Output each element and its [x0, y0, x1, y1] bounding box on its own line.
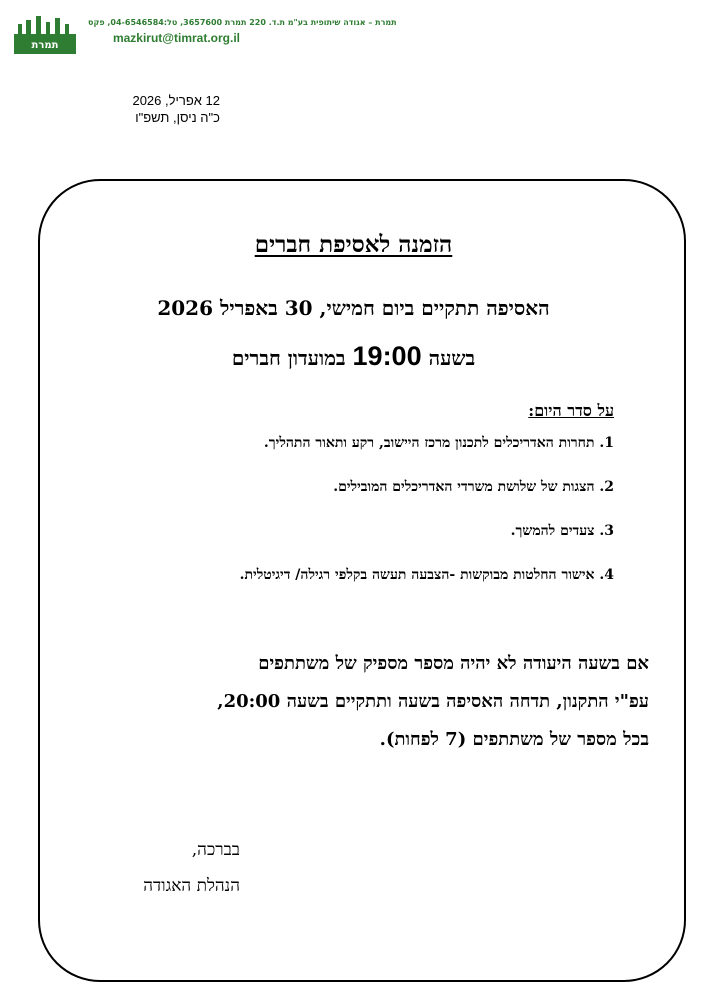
- agenda-item: 3. צעדים להמשך.: [510, 523, 614, 539]
- agenda-list: [74, 433, 614, 609]
- agenda-item: 4. אישור החלטות מבוקשות -הצבעה תעשה בקלפי רגילה/ דיגיטלית.: [239, 567, 614, 583]
- agenda-item: 1. תחרות האדריכלים לתכנון מרכז היישוב, רקע ותאור התהליך.: [263, 435, 614, 451]
- meeting-date-line: האסיפה תתקיים ביום חמישי, 30 באפריל 2026: [157, 296, 550, 320]
- date-block: [20, 92, 220, 126]
- time-prefix: בשעה: [428, 346, 476, 370]
- hebrew-date: כ"ה ניסן, תשפ"ו: [135, 110, 220, 125]
- notice-line: בכל מספר של משתתפים (7 לפחות).: [379, 729, 649, 750]
- gregorian-date: 12 אפריל, 2026: [132, 93, 220, 108]
- greeting: בברכה,: [191, 840, 240, 860]
- timrat-logo: [14, 14, 76, 54]
- meeting-time: 19:00: [352, 341, 422, 371]
- logo-text: תמרת: [31, 40, 59, 51]
- email-address: mazkirut@timrat.org.il: [112, 31, 240, 45]
- signature-block: [60, 832, 240, 904]
- notice-line: עפ"י התקנון, תדחה האסיפה בשעה ותתקיים בשעה 20:00,: [217, 691, 649, 712]
- document-title: הזמנה לאסיפת חברים: [254, 231, 453, 258]
- agenda-heading: על סדר היום:: [528, 401, 614, 420]
- quorum-notice: [59, 645, 649, 759]
- notice-line: אם בשעה היעודה לא יהיה מספר מספיק של משתתפים: [258, 653, 649, 674]
- org-contact-line: תמרת – אגודה שיתופית בע"מ ת.ד. 220 תמרת 3657600, טל:04-6546584, פקס: [88, 18, 397, 27]
- signer: הנהלת האגודה: [143, 876, 240, 896]
- time-suffix: במועדון חברים: [231, 346, 346, 370]
- agenda-item: 2. הצגות של שלושת משרדי האדריכלים המובילים.: [333, 479, 614, 495]
- meeting-time-line: [0, 341, 707, 372]
